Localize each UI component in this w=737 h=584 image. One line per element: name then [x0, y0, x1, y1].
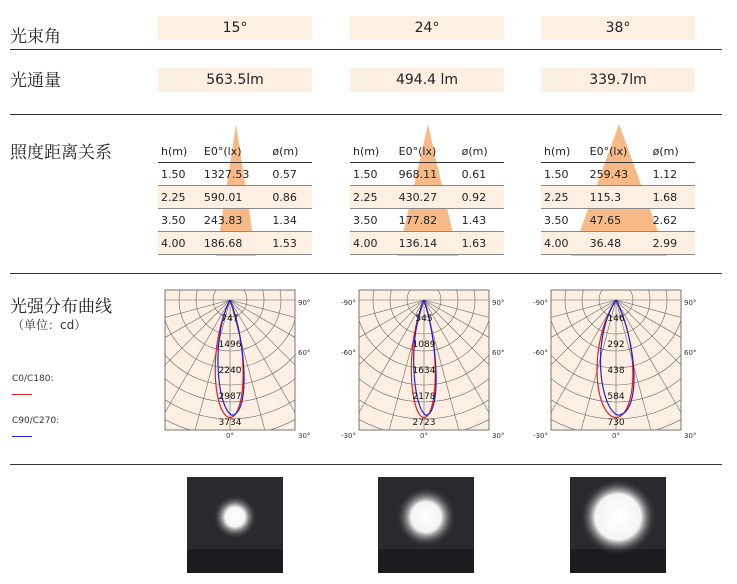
cell: 115.3 [587, 186, 650, 209]
cell: 136.14 [396, 232, 459, 255]
table-row [541, 186, 695, 209]
col-header: h(m) [350, 140, 396, 163]
radial-value-label: 730 [607, 418, 625, 428]
cell: 0.61 [459, 163, 504, 186]
table-row [350, 209, 504, 232]
angle-label: 90° [684, 299, 697, 307]
radial-value-label: 438 [607, 366, 625, 376]
beam-angle-label: 光束角 [10, 27, 61, 47]
cell: 1.34 [269, 209, 312, 232]
angle-label: 0° [612, 432, 620, 440]
cell: 1.50 [350, 163, 396, 186]
cell: 1327.53 [201, 163, 269, 186]
cell: 0.57 [269, 163, 312, 186]
beam-angle-value: 24° [350, 16, 504, 40]
angle-label: 0° [226, 432, 234, 440]
cell: 3.50 [541, 209, 587, 232]
cell: 4.00 [158, 232, 201, 255]
radial-value-label: 2178 [412, 392, 436, 402]
angle-label: 90° [492, 299, 505, 307]
radial-value-label: 1634 [412, 366, 436, 376]
luminous-flux-value: 494.4 lm [350, 68, 504, 92]
cell: 1.53 [269, 232, 312, 255]
divider [10, 49, 722, 50]
angle-label: 0° [420, 432, 428, 440]
angle-label: 60° [298, 349, 311, 357]
table-row [541, 163, 695, 186]
table-row [158, 186, 312, 209]
cell: 0.92 [459, 186, 504, 209]
legend-c0-label: C0/C180: [12, 374, 54, 384]
angle-label: 60° [492, 349, 505, 357]
angle-label: -90° [533, 299, 548, 307]
legend-c90-swatch [12, 436, 32, 437]
table-row [541, 232, 695, 255]
radial-value-label: 584 [607, 392, 625, 402]
radial-value-label: 747 [221, 314, 239, 324]
col-header: h(m) [158, 140, 201, 163]
cell: 590.01 [201, 186, 269, 209]
cell: 1.50 [541, 163, 587, 186]
divider [10, 114, 722, 115]
cell: 2.62 [650, 209, 695, 232]
angle-label: -90° [341, 299, 356, 307]
table-row [158, 232, 312, 255]
beam-photo [187, 477, 283, 573]
radial-value-label: 2987 [218, 392, 242, 402]
angle-label: -30° [533, 432, 548, 440]
cell: 1.12 [650, 163, 695, 186]
legend-c90-label: C90/C270: [12, 416, 60, 426]
luminous-flux-value: 339.7lm [541, 68, 695, 92]
cell: 1.63 [459, 232, 504, 255]
cell: 186.68 [201, 232, 269, 255]
radial-value-label: 1496 [218, 340, 242, 350]
radial-value-label: 1089 [412, 340, 436, 350]
luminous-flux-label: 光通量 [10, 71, 61, 91]
luminous-flux-value: 563.5lm [158, 68, 312, 92]
radial-value-label: 146 [607, 314, 625, 324]
table-row [350, 186, 504, 209]
cell: 1.68 [650, 186, 695, 209]
polar-chart [160, 285, 320, 445]
angle-label: 90° [298, 299, 311, 307]
col-header: E0°(lx) [587, 140, 650, 163]
col-header: E0°(lx) [396, 140, 459, 163]
angle-label: -60° [341, 349, 356, 357]
intensity-label: 光强分布曲线 [10, 297, 112, 317]
angle-label: 30° [684, 432, 697, 440]
col-header: ø(m) [269, 140, 312, 163]
col-header: ø(m) [650, 140, 695, 163]
cell: 47.65 [587, 209, 650, 232]
col-header: h(m) [541, 140, 587, 163]
cell: 3.50 [350, 209, 396, 232]
cell: 4.00 [350, 232, 396, 255]
illuminance-label: 照度距离关系 [10, 143, 112, 163]
beam-angle-value: 15° [158, 16, 312, 40]
cell: 259.43 [587, 163, 650, 186]
radial-value-label: 292 [607, 340, 625, 350]
radial-value-label: 2723 [412, 418, 436, 428]
radial-value-label: 545 [415, 314, 433, 324]
beam-photo [378, 477, 474, 573]
table-row [350, 232, 504, 255]
angle-label: -30° [341, 432, 356, 440]
illuminance-table [541, 140, 695, 255]
angle-label: 30° [492, 432, 505, 440]
cell: 177.82 [396, 209, 459, 232]
cell: 243.83 [201, 209, 269, 232]
cell: 1.50 [158, 163, 201, 186]
cell: 2.25 [541, 186, 587, 209]
beam-angle-value: 38° [541, 16, 695, 40]
table-row [158, 163, 312, 186]
cell: 3.50 [158, 209, 201, 232]
cell: 2.99 [650, 232, 695, 255]
cell: 430.27 [396, 186, 459, 209]
radial-value-label: 3734 [218, 418, 242, 428]
cell: 968.11 [396, 163, 459, 186]
cell: 4.00 [541, 232, 587, 255]
cell: 1.43 [459, 209, 504, 232]
radial-value-label: 2240 [218, 366, 242, 376]
polar-chart [335, 285, 520, 445]
intensity-unit: （单位：cd） [12, 318, 87, 332]
angle-label: 60° [684, 349, 697, 357]
cell: 0.86 [269, 186, 312, 209]
angle-label: 30° [298, 432, 311, 440]
illuminance-table [350, 140, 504, 255]
cell: 2.25 [158, 186, 201, 209]
illuminance-table [158, 140, 312, 255]
table-row [350, 163, 504, 186]
cell: 2.25 [350, 186, 396, 209]
table-row [541, 209, 695, 232]
cell: 36.48 [587, 232, 650, 255]
table-row [158, 209, 312, 232]
beam-photo [570, 477, 666, 573]
divider [10, 464, 722, 465]
angle-label: -60° [533, 349, 548, 357]
col-header: ø(m) [459, 140, 504, 163]
polar-chart [527, 285, 712, 445]
col-header: E0°(lx) [201, 140, 269, 163]
divider [10, 273, 722, 274]
legend-c0-swatch [12, 394, 32, 395]
